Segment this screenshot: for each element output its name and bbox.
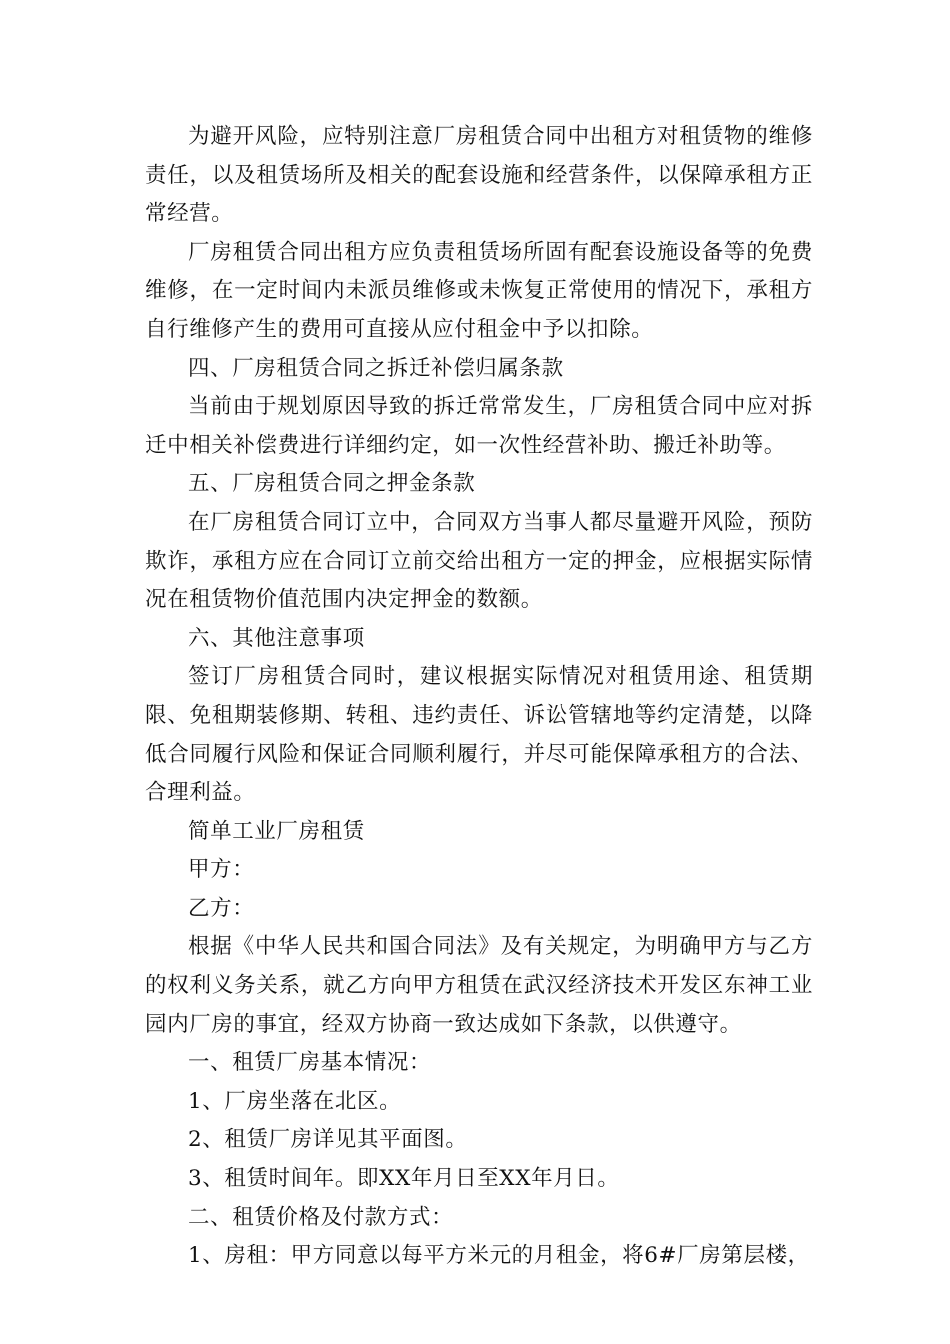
paragraph-deposit-clause: 在厂房租赁合同订立中，合同双方当事人都尽量避开风险，预防欺诈，承租方应在合同订立前交给出租方一定的押金，应根据实际情况在租赁物价值范围内决定押金的数额。: [145, 509, 813, 613]
heading-basic-info: 一、租赁厂房基本情况：: [188, 1050, 432, 1076]
paragraph-contract-preamble: 根据《中华人民共和国合同法》及有关规定，为明确甲方与乙方的权利义务关系，就乙方向甲方租赁在武汉经济技术开发区东神工业园内厂房的事宜，经双方协商一致达成如下条款，以供遵守。: [145, 934, 813, 1037]
party-b-line: 乙方：: [188, 895, 255, 921]
document-body: [145, 118, 813, 1276]
heading-price-payment: 二、租赁价格及付款方式：: [188, 1204, 454, 1230]
heading-demolition-compensation: 四、厂房租赁合同之拆迁补偿归属条款: [188, 355, 564, 381]
item-lease-term: 3、租赁时间年。即XX年月日至XX年月日。: [188, 1166, 620, 1192]
heading-other-notes: 六、其他注意事项: [188, 625, 365, 651]
party-a-line: 甲方：: [188, 857, 255, 883]
item-location: 1、厂房坐落在北区。: [188, 1088, 402, 1114]
item-floor-plan: 2、租赁厂房详见其平面图。: [188, 1127, 468, 1153]
item-rent: 1、房租：甲方同意以每平方米元的月租金，将6#厂房第层楼，: [188, 1243, 810, 1269]
heading-deposit-clause: 五、厂房租赁合同之押金条款: [188, 471, 476, 497]
contract-title: 简单工业厂房租赁: [188, 818, 365, 844]
paragraph-maintenance-risk: 为避开风险，应特别注意厂房租赁合同中出租方对租赁物的维修责任，以及租赁场所及相关的配套设施和经营条件，以保障承租方正常经营。: [145, 124, 813, 227]
paragraph-free-maintenance: 厂房租赁合同出租方应负责租赁场所固有配套设施设备等的免费维修，在一定时间内未派员维修或未恢复正常使用的情况下，承租方自行维修产生的费用可直接从应付租金中予以扣除。: [145, 239, 813, 342]
paragraph-demolition-compensation: 当前由于规划原因导致的拆迁常常发生，厂房租赁合同中应对拆迁中相关补偿费进行详细约定，如一次性经营补助、搬迁补助等。: [145, 394, 813, 458]
paragraph-other-notes: 签订厂房租赁合同时，建议根据实际情况对租赁用途、租赁期限、免租期装修期、转租、违约责任、诉讼管辖地等约定清楚，以降低合同履行风险和保证合同顺利履行，并尽可能保障承租方的合法、合理利益。: [145, 664, 813, 806]
